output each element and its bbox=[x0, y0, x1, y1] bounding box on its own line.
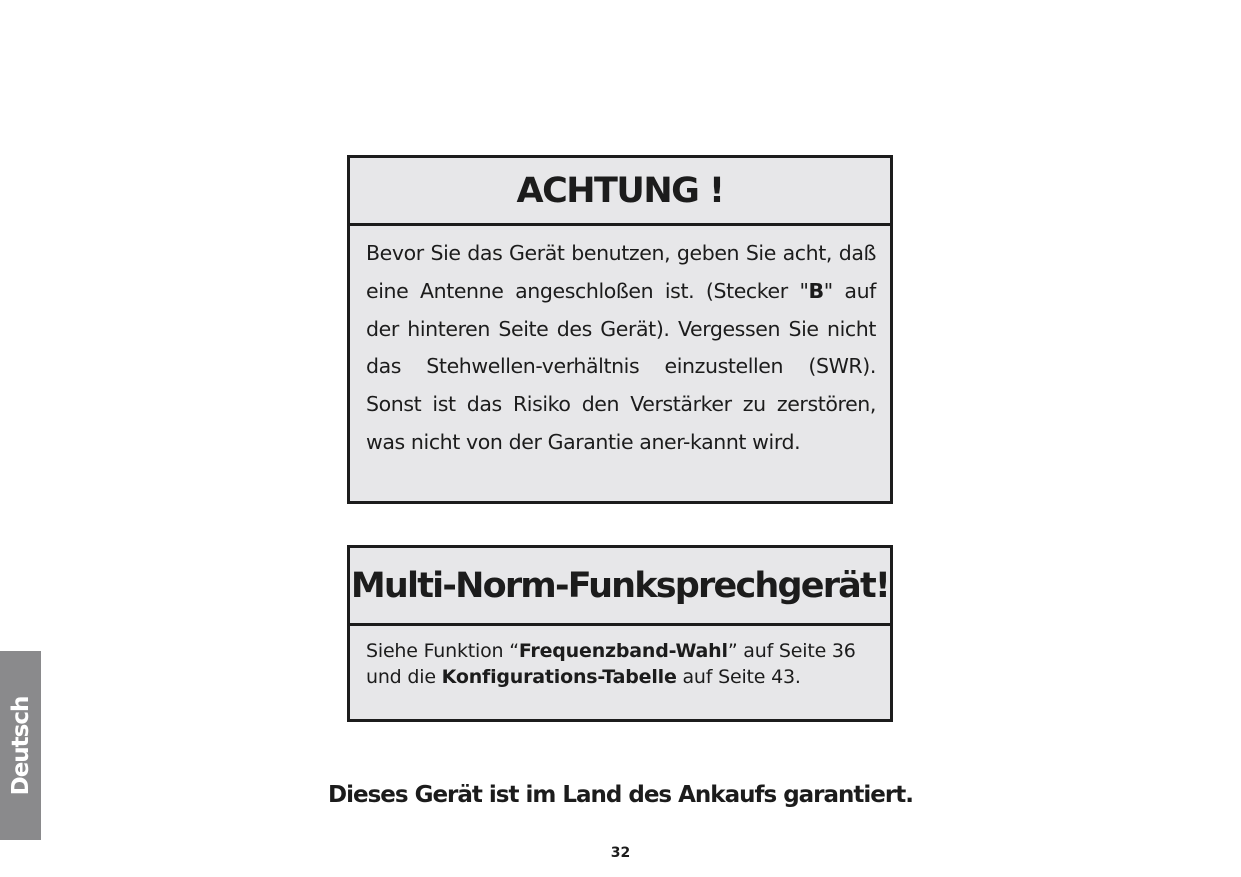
guarantee-note: Dieses Gerät ist im Land des Ankaufs garantiert. bbox=[328, 782, 913, 808]
warning-box bbox=[347, 155, 893, 504]
warning-text-part-2: " auf der hinteren Seite des Gerät). Vergessen Sie nicht das Stehwellen-verhältnis einzustellen (SWR). Sonst ist das Risiko den Verstärker zu zerstören, was nicht von der Garantie aner-kannt wird. bbox=[366, 278, 876, 454]
multinorm-title: Multi-Norm-Funksprechgerät! bbox=[350, 548, 890, 626]
warning-text-part-1: Bevor Sie das Gerät benutzen, geben Sie acht, daß eine Antenne angeschloßen ist. (Stecker " bbox=[366, 241, 876, 303]
multinorm-text-part-2: ” auf Seite 36 bbox=[727, 640, 856, 662]
language-tab bbox=[0, 651, 41, 840]
table-name: Konfigurations-Tabelle bbox=[441, 666, 677, 688]
multinorm-box bbox=[347, 545, 893, 722]
multinorm-text bbox=[350, 626, 890, 690]
warning-text bbox=[350, 226, 890, 462]
multinorm-text-part-1: Siehe Funktion “ bbox=[366, 640, 519, 662]
multinorm-text-part-4: auf Seite 43. bbox=[676, 666, 801, 688]
multinorm-text-part-3: und die bbox=[366, 666, 442, 688]
plug-label: B bbox=[808, 278, 824, 303]
warning-title: ACHTUNG ! bbox=[350, 158, 890, 226]
page-number: 32 bbox=[610, 845, 631, 861]
function-name: Frequenzband-Wahl bbox=[518, 640, 728, 662]
language-tab-label: Deutsch bbox=[7, 696, 34, 795]
